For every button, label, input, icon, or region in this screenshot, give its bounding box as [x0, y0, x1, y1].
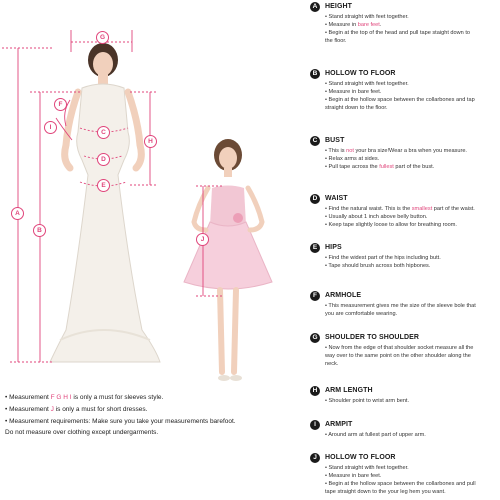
guide-line: way over to the same point on the other shoulder along the — [325, 353, 471, 359]
guide-line: • Begin at the hollow space between the collarbones and tap — [325, 97, 475, 103]
guide-item-lines — [325, 397, 500, 405]
guide-line: • Measure in bare feet. — [325, 473, 382, 479]
label-b: B — [33, 224, 46, 237]
letter-badge: G — [310, 333, 320, 343]
measurement-notes — [5, 392, 295, 439]
guide-item-lines — [325, 13, 500, 45]
label-a: A — [11, 207, 24, 220]
guide-line: • Stand straight with feet together. — [325, 14, 409, 20]
guide-line: • Measure in bare feet. — [325, 89, 382, 95]
guide-item-title: BUST — [325, 137, 345, 144]
measurement-guide — [310, 0, 500, 500]
guide-item-lines — [325, 344, 500, 368]
guide-line: • Now from the edge of that shoulder socket measure all the — [325, 345, 474, 351]
note-line: Do not measure over clothing except undergarments. — [5, 429, 159, 437]
guide-line: • Find the natural waist. This is the smallest part of the waist. — [325, 206, 475, 212]
guide-line: straight down to the floor. — [325, 105, 388, 111]
guide-line: • Shoulder point to wrist arm bent. — [325, 398, 410, 404]
label-f: F — [54, 98, 67, 111]
label-j: J — [196, 233, 209, 246]
guide-line: • Around arm at fullest part of upper arm. — [325, 432, 426, 438]
guide-item-title: HIPS — [325, 244, 342, 251]
guide-item-title: ARMHOLE — [325, 292, 362, 299]
guide-item-title: ARMPIT — [325, 421, 353, 428]
guide-item-lines — [325, 431, 500, 439]
guide-line: • Find the widest part of the hips including butt. — [325, 255, 441, 261]
letter-badge: C — [310, 136, 320, 146]
measurement-illustration — [0, 0, 300, 395]
note-line: • Measurement J is only a must for short dresses. — [5, 405, 148, 413]
guide-line: • Measure in bare feet. — [325, 22, 382, 28]
guide-line: • Usually about 1 inch above belly button. — [325, 214, 428, 220]
gown-model — [50, 43, 160, 362]
letter-badge: B — [310, 69, 320, 79]
letter-badge: H — [310, 386, 320, 396]
label-e: E — [97, 179, 110, 192]
models-drawing — [0, 0, 300, 395]
short-dress-model — [184, 139, 272, 381]
guide-line: • Stand straight with feet together. — [325, 465, 409, 471]
guide-line: • Tape should brush across both hipbones. — [325, 263, 431, 269]
guide-line: tape straight down to the your leg hem you want. — [325, 489, 446, 495]
guide-line: you are comfortable wearing. — [325, 311, 398, 317]
guide-item-title: SHOULDER TO SHOULDER — [325, 334, 420, 341]
letter-badge: J — [310, 453, 320, 463]
label-c: C — [97, 126, 110, 139]
guide-line: the floor. — [325, 38, 347, 44]
guide-item-title: HEIGHT — [325, 3, 353, 10]
guide-line: • Relax arms at sides. — [325, 156, 380, 162]
label-d: D — [97, 153, 110, 166]
guide-item-lines — [325, 147, 500, 171]
guide-line: • Begin at the hollow space between the collarbones and pull — [325, 481, 476, 487]
label-g: G — [96, 31, 109, 44]
guide-item-lines — [325, 254, 500, 270]
guide-item-title: HOLLOW TO FLOOR — [325, 454, 396, 461]
guide-line: neck. — [325, 361, 339, 367]
guide-line: • Begin at the top of the head and pull tape staight down to — [325, 30, 471, 36]
guide-item-lines — [325, 205, 500, 229]
guide-item-lines — [325, 464, 500, 496]
guide-item-lines — [325, 302, 500, 318]
guide-line: • This measurement gives me the size of the sleeve bole that — [325, 303, 476, 309]
guide-item-title: ARM LENGTH — [325, 387, 373, 394]
letter-badge: I — [310, 420, 320, 430]
letter-badge: F — [310, 291, 320, 301]
label-i: I — [44, 121, 57, 134]
guide-line: • Keep tape slightly loose to allow for breathing room. — [325, 222, 457, 228]
guide-line: • Pull tape across the fullest part of the bust. — [325, 164, 435, 170]
note-line: • Measurement F G H I is only a must for sleeves style. — [5, 394, 164, 401]
guide-item-title: HOLLOW TO FLOOR — [325, 70, 396, 77]
note-line: • Measurement requirements: Make sure you take your measurements barefoot. — [5, 417, 236, 425]
letter-badge: D — [310, 194, 320, 204]
guide-line: • Stand straight with feet together. — [325, 81, 409, 87]
letter-badge: A — [310, 2, 320, 12]
guide-item-lines — [325, 80, 500, 112]
letter-badge: E — [310, 243, 320, 253]
guide-line: • This is not your bra size!Wear a bra when you measure. — [325, 148, 467, 154]
guide-item-title: WAIST — [325, 195, 348, 202]
label-h: H — [144, 135, 157, 148]
